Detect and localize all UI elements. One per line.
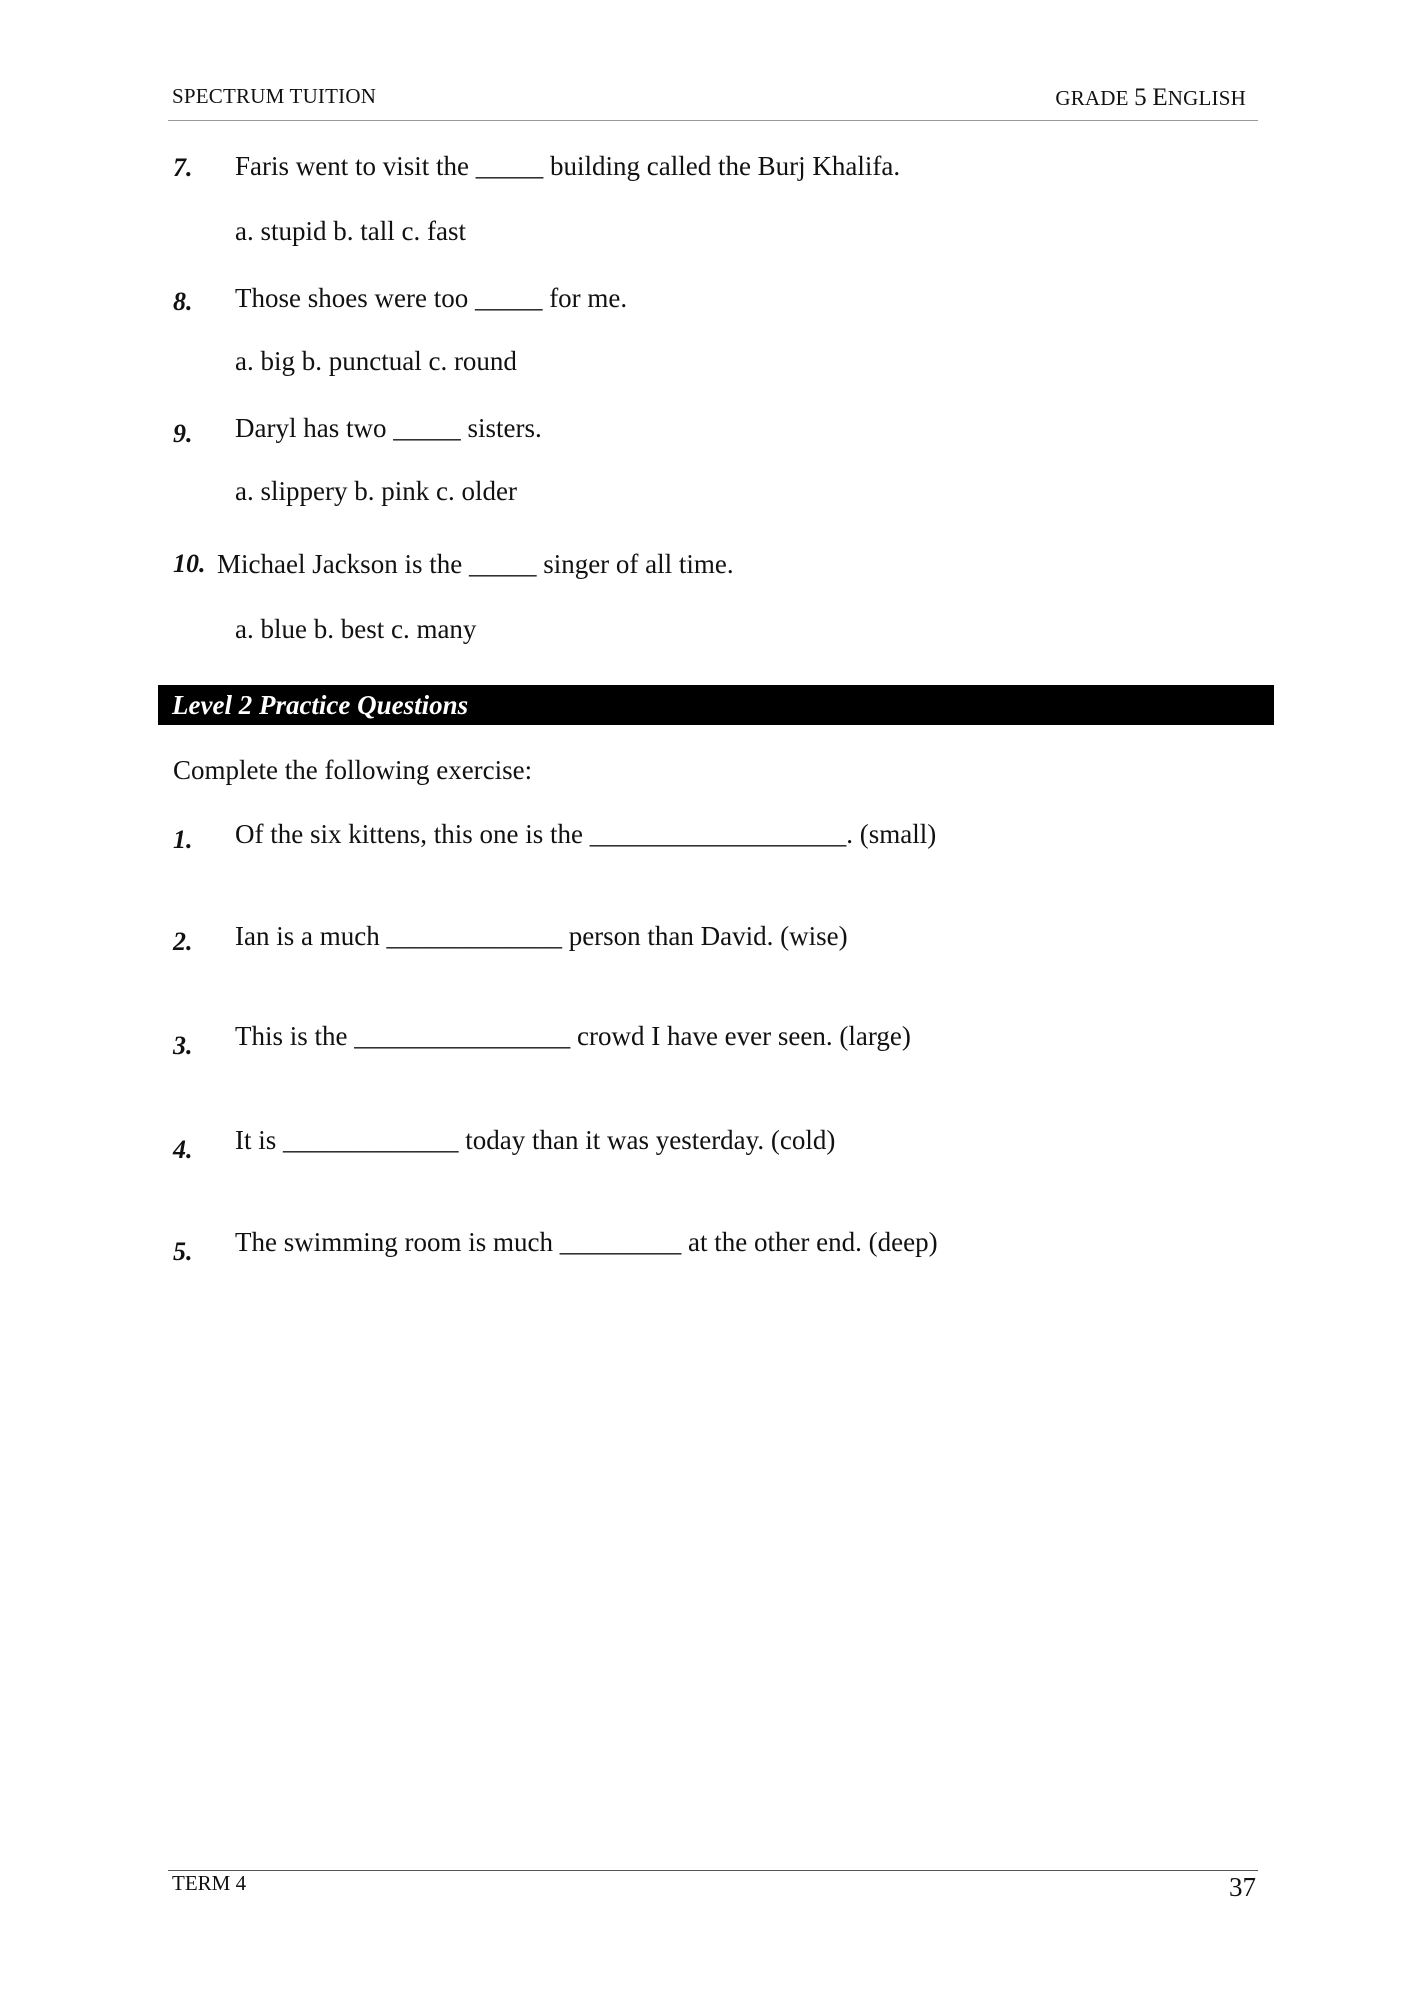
question-options: a. slippery b. pink c. older [235,476,517,506]
question-text: This is the ________________ crowd I have ever seen. (large) [235,1021,911,1051]
header-english-initial: E [1152,84,1168,111]
header-english-rest: NGLISH [1167,86,1246,110]
question-number: 7. [173,153,193,182]
question-text: Those shoes were too _____ for me. [235,283,628,313]
question-number: 10. [173,549,206,578]
header-grade-number: 5 [1134,84,1147,111]
question-text: The swimming room is much _________ at the other end. (deep) [235,1227,938,1257]
header-grade-label: GRADE [1055,86,1129,110]
footer-term: TERM 4 [172,1871,247,1895]
question-number: 9. [173,419,193,448]
header-right [1055,84,1246,112]
question-number: 4. [173,1135,193,1164]
header-left: SPECTRUM TUITION [172,84,377,108]
question-options: a. big b. punctual c. round [235,346,517,376]
question-number: 2. [173,927,193,956]
question-number: 5. [173,1237,193,1266]
question-text: Faris went to visit the _____ building called the Burj Khalifa. [235,151,901,181]
question-number: 1. [173,825,193,854]
header-rule [168,120,1258,121]
section-banner: Level 2 Practice Questions [158,685,1274,725]
question-number: 8. [173,287,193,316]
question-text: Daryl has two _____ sisters. [235,413,542,443]
question-text: Of the six kittens, this one is the ___________________. (small) [235,819,937,849]
instruction-text: Complete the following exercise: [173,755,533,785]
question-text: Michael Jackson is the _____ singer of all time. [217,549,734,579]
question-options: a. blue b. best c. many [235,614,477,644]
question-number: 3. [173,1031,193,1060]
footer-rule [168,1870,1258,1871]
question-text: It is _____________ today than it was yesterday. (cold) [235,1125,836,1155]
question-text: Ian is a much _____________ person than David. (wise) [235,921,848,951]
page-number: 37 [1229,1872,1256,1902]
question-options: a. stupid b. tall c. fast [235,216,466,246]
